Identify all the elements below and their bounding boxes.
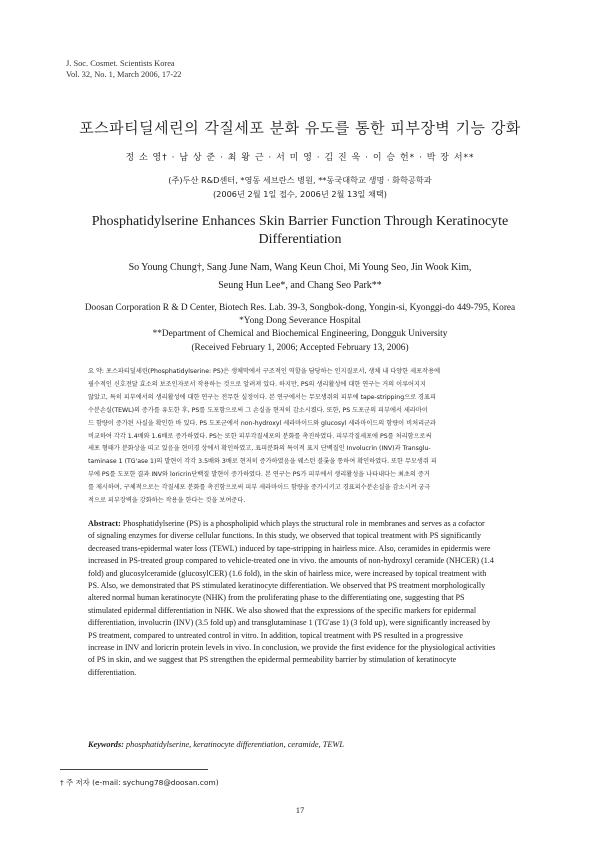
english-abstract-line: fold) and glucosylceramide (glucosylCER) (1.6 fold), in the skin of hairless mice, were increased by topical treatment with <box>88 568 487 578</box>
received-dates: (Received February 1, 2006; Accepted February 13, 2006) <box>191 342 409 353</box>
korean-dates: (2006년 2월 1일 접수, 2006년 2월 13일 채택) <box>212 189 388 199</box>
english-abstract <box>88 518 526 679</box>
english-abstract-line: increased in PS-treated group compared to vehicle-treated one in vivo. the amounts of non-hydroxyl ceramide (NHCER) (1.4 <box>88 556 494 566</box>
journal-header <box>66 58 181 80</box>
english-abstract-line: differentiation. <box>88 667 137 677</box>
english-abstract-line: of PS in skin, and we suggest that PS strengthen the epidermal permeability barrier by stimulation of keratinocyte <box>88 655 457 665</box>
english-abstract-line: of signaling enzymes for diverse cellular functions. In this study, we observed that topical treatment with PS significantly <box>88 531 482 541</box>
keywords <box>88 740 528 749</box>
english-abstract-line: Phosphatidylserine (PS) is a phospholipid which plays the structural role in membranes and serves as a cofactor <box>122 519 485 528</box>
english-authors-line: Seung Hun Lee*, and Chang Seo Park** <box>218 280 382 291</box>
affiliation-line: **Department of Chemical and Biochemical Engineering, Dongguk University <box>152 329 448 340</box>
english-abstract-line: differentiation, involucrin (INV) (3.5 fold up) and transglutaminase 1 (TG'ase 1) (3 fold up), were significantly increased by <box>88 618 491 628</box>
english-title <box>60 213 540 249</box>
korean-abstract-line: 수분손실(TEWL)의 증가를 유도한 후, PS를 도포함으로써 그 손실을 현저히 감소시켰다. 또한, PS 도포군의 피부에서 세라마이 <box>88 406 428 414</box>
korean-abstract-line: 요 약: 포스파티딜세린(Phosphatidylserine: PS)은 생체막에서 구조적인 역할을 담당하는 인지질로서, 생체 내 다양한 세포작용에 <box>88 368 441 375</box>
english-abstract-line: decreased trans-epidermal water loss (TEWL) induced by tape-stripping in hairless mice. Also, ceramides in epidermis were <box>88 543 491 553</box>
abstract-label: Abstract: <box>88 519 121 528</box>
korean-abstract-line: 않았고, 특히 피부에서의 생리활성에 대한 연구는 전무한 실정이다. 본 연구에서는 무모생쥐의 피부에 tape-stripping으로 경표피 <box>88 393 436 401</box>
korean-abstract-line: 비교하여 각각 1.4배와 1.6배로 증가하였다. PS는 또한 피부각질세포의 분화를 촉진하였다. 피부각질세포에 PS를 처리함으로써 <box>88 432 432 440</box>
korean-abstract-line: 세포 형태가 분화상을 띠고 있음을 현미경 상에서 확인하였고, 표피분화의 특이적 표지 단백질인 Involucrin (INV)과 Transglu- <box>88 445 431 453</box>
affiliation-line: Doosan Corporation R & D Center, Biotech Res. Lab. 39-3, Songbok-dong, Yongin-si, Kyonggi-do 449-795, Korea <box>84 303 516 313</box>
korean-authors: 정 소 영† · 남 상 준 · 최 왕 근 · 서 미 영 · 김 진 욱 · 이 승 헌* · 박 장 서** <box>125 153 475 163</box>
keywords-label: Keywords: <box>88 740 124 749</box>
english-title-line: Phosphatidylserine Enhances Skin Barrier Function Through Keratinocyte <box>91 214 509 229</box>
korean-abstract-line: 부에 PS를 도포한 결과 INV와 loricrin단백질 발현이 증가하였다. 본 연구는 PS가 피부에서 생리활성을 나타내다는 최초의 증거 <box>88 471 430 479</box>
affiliation-line: *Yong Dong Severance Hospital <box>239 316 361 327</box>
page-number: 17 <box>295 805 305 815</box>
english-title-line: Differentiation <box>258 232 342 247</box>
korean-abstract-line: 적으로 피부장벽을 강화하는 작용을 한다는 것을 보여준다. <box>88 497 246 505</box>
english-authors-line: So Young Chung†, Sang June Nam, Wang Keun Choi, Mi Young Seo, Jin Wook Kim, <box>128 262 472 273</box>
keywords-text: phosphatidylserine, keratinocyte differentiation, ceramide, TEWL <box>126 740 344 749</box>
english-affiliations <box>20 302 580 355</box>
korean-affiliation: (주)두산 R&D센터, *영동 세브란스 병원, **동국대학교 생명 · 화학공학과 <box>168 175 432 185</box>
english-abstract-line: PS. Also, we demonstrated that PS stimulated keratinocyte differentiation. We observed that PS treatment morphologically <box>88 581 486 591</box>
korean-abstract-line: 필수적인 신호전달 효소의 보조인자로서 작용하는 것으로 알려져 있다. 하지만, PS의 생리활성에 대한 연구는 거의 이루어지지 <box>88 380 426 388</box>
korean-abstract-line: 를 제시하며, 구체적으로는 각질세포 분화를 촉진함으로써 피부 세라마이드 함량을 증가시키고 경표피수분손실을 감소시켜 궁극 <box>88 484 431 492</box>
journal-volume: Vol. 32, No. 1, March 2006, 17-22 <box>66 70 182 79</box>
korean-affiliation-block <box>0 173 600 201</box>
korean-abstract <box>88 366 526 508</box>
korean-abstract-line: 드 함량이 증가된 사실을 확인한 바 있다. PS 도포군에서 non-hydroxyl 세라마이드와 glucosyl 세라마이드의 함량이 비처리군과 <box>88 419 436 427</box>
english-abstract-line: altered normal human keratinocyte (NHK) from the proliferating phase to the differentiating one, suggesting that PS <box>88 593 465 603</box>
english-authors <box>60 259 540 295</box>
english-abstract-line: increase in INV and loricrin protein levels in vivo. In conclusion, we provide the first evidence for the physiological activities <box>88 643 496 653</box>
corresponding-author-footnote: † 주 저자 (e-mail: sychung78@doosan.com) <box>60 778 219 787</box>
english-abstract-line: stimulated epidermal differentiation in NHK. We also showed that the expressions of the specific markers for epidermal <box>88 605 477 615</box>
korean-abstract-line: taminase 1 (TG'ase 1)의 발현이 각각 3.5배와 3배로 현저히 증가하였음을 웨스턴 블롯을 통하여 확인하였다. 또한 무모생쥐 피 <box>88 458 437 466</box>
korean-title: 포스파티딜세린의 각질세포 분화 유도를 통한 피부장벽 기능 강화 <box>79 119 521 137</box>
english-abstract-line: PS treatment, compared to untreated control in vitro. In addition, topical treatment with PS resulted in a progressive <box>88 630 463 640</box>
footnote-divider <box>60 769 208 770</box>
journal-name: J. Soc. Cosmet. Scientists Korea <box>66 59 175 68</box>
